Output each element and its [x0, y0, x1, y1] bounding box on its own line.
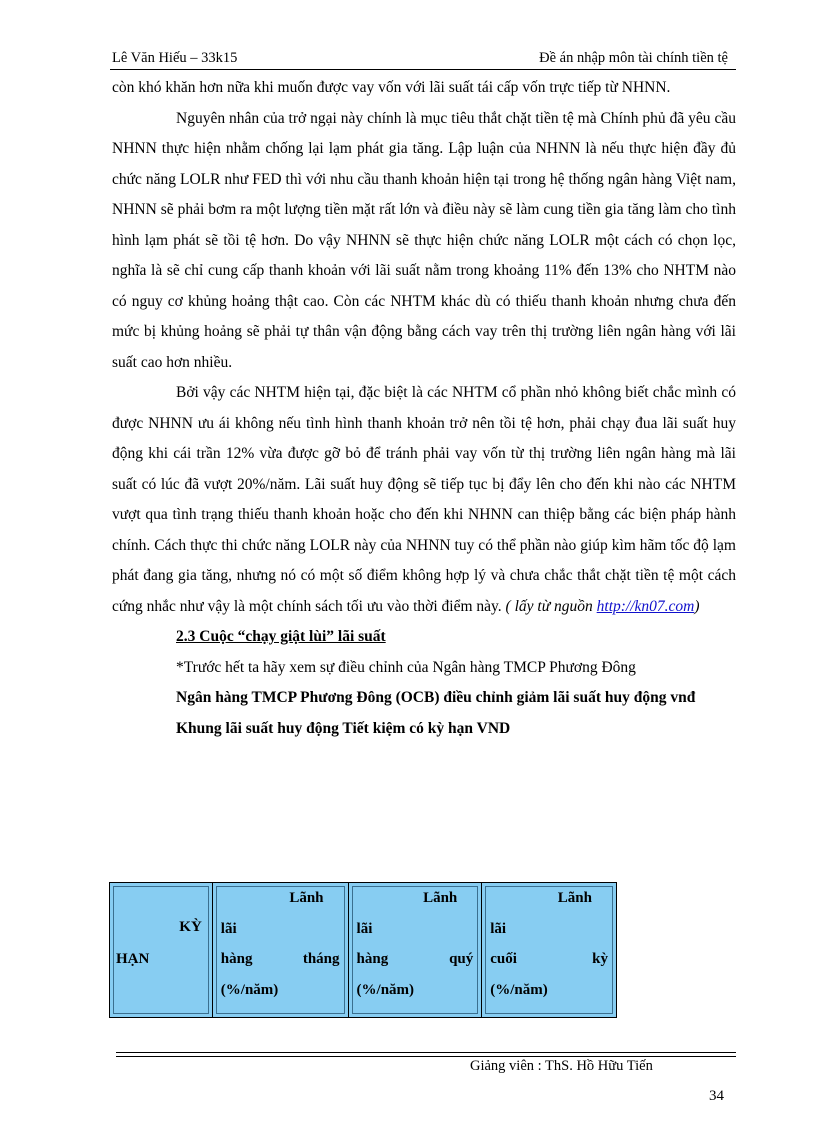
section-title: 2.3 Cuộc “chạy giật lùi” lãi suất — [176, 628, 386, 645]
table-header-end-term — [482, 883, 616, 1017]
footer-divider-top — [116, 1052, 736, 1053]
quarterly-top: Lãnh — [423, 890, 458, 906]
paragraph-3 — [112, 378, 736, 622]
bank-heading: Ngân hàng TMCP Phương Đông (OCB) điều chỉnh giảm lãi suất huy động vnđ — [176, 689, 696, 706]
interest-rate-table — [109, 882, 617, 1018]
paragraph-2: Nguyên nhân của trở ngại này chính là mục tiêu thắt chặt tiền tệ mà Chính phủ đã yêu cầu NHNN thực hiện nhằm chống lại lạm phát gia tăng. Lập luận của NHNN là nếu thực hiện đầy đủ chức năng LOLR như FED thì với nhu cầu thanh khoản hiện tại trong hệ thống ngân hàng Việt nam, NHNN sẽ phải bơm ra một lượng tiền mặt rất lớn và điều này sẽ làm cung tiền gia tăng làm cho tình hình lạm phát sẽ tồi tệ hơn. Do vậy NHNN sẽ thực hiện chức năng LOLR một cách có chọn lọc, nghĩa là sẽ chỉ cung cấp thanh khoản với lãi suất nằm trong khoảng 11% đến 13% cho NHTM nào có nguy cơ khủng hoảng thật cao. Còn các NHTM khác dù có thiếu thanh khoản nhưng chưa đến mức bị khủng hoảng sẽ phải tự thân vận động bằng cách vay trên thị trường liên ngân hàng với lãi suất cao hơn nhiều. — [112, 109, 736, 371]
table-title: Khung lãi suất huy động Tiết kiệm có kỳ hạn VND — [176, 719, 511, 737]
monthly-mid-left: hàng — [220, 951, 253, 967]
paragraph-1: còn khó khăn hơn nữa khi muốn được vay vốn với lãi suất tái cấp vốn trực tiếp từ NHNN. — [112, 79, 671, 96]
header-divider — [110, 69, 736, 70]
monthly-mid-right: tháng — [302, 951, 340, 967]
table-header-monthly — [213, 883, 349, 1017]
quarterly-unit: (%/năm) — [356, 982, 415, 998]
table-header-term — [110, 883, 213, 1017]
header-author: Lê Văn Hiếu – 33k15 — [112, 50, 238, 66]
body-text — [112, 73, 736, 744]
header-doc-title: Đề án nhập môn tài chính tiền tệ — [539, 50, 728, 66]
term-label-ky: KỲ — [179, 919, 202, 935]
monthly-top: Lãnh — [289, 890, 324, 906]
source-link[interactable]: http://kn07.com — [596, 597, 695, 615]
footer-divider-bottom — [116, 1056, 736, 1057]
footer-lecturer: Giảng viên : ThS. Hồ Hữu Tiến — [470, 1058, 653, 1074]
quarterly-mid-left: hàng — [356, 951, 389, 967]
intro-line: *Trước hết ta hãy xem sự điều chỉnh của Ngân hàng TMCP Phương Đông — [176, 658, 636, 676]
end-term-top: Lãnh — [557, 890, 592, 906]
page-number: 34 — [709, 1088, 724, 1104]
page-header — [110, 50, 736, 70]
source-suffix: ) — [694, 597, 700, 615]
source-prefix: ( lấy từ nguồn — [505, 597, 593, 615]
end-term-lai: lãi — [490, 921, 507, 937]
monthly-lai: lãi — [220, 921, 237, 937]
end-term-unit: (%/năm) — [490, 982, 548, 998]
quarterly-mid-right: quý — [449, 951, 474, 967]
end-term-mid-left: cuối — [490, 951, 517, 967]
end-term-mid-right: kỳ — [592, 951, 608, 967]
table-header-quarterly — [349, 883, 483, 1017]
term-label-han: HẠN — [116, 951, 150, 967]
monthly-unit: (%/năm) — [220, 982, 279, 998]
quarterly-lai: lãi — [356, 921, 373, 937]
paragraph-3-text: Bởi vậy các NHTM hiện tại, đặc biệt là các NHTM cổ phần nhỏ không biết chắc mình có được NHNN ưu ái không nếu tình hình thanh khoản trở nên tồi tệ hơn, phải chạy đua lãi suất huy động khi cái trần 12% vừa được gỡ bỏ để tránh phải vay vốn từ thị trường liên ngân hàng mà lãi suất có lúc đã vượt 20%/năm. Lãi suất huy động sẽ tiếp tục bị đẩy lên cho đến khi nào các NHTM vượt qua tình trạng thiếu thanh khoản hoặc cho đến khi NHNN can thiệp bằng các biện pháp hành chính. Cách thực thi chức năng LOLR này của NHNN tuy có thể phần nào giúp kìm hãm tốc độ lạm phát đang gia tăng, nhưng nó có một số điểm không hợp lý và chưa chắc thắt chặt tiền tệ một cách cứng nhắc như vậy là một chính sách tối ưu vào thời điểm này. — [112, 384, 736, 615]
